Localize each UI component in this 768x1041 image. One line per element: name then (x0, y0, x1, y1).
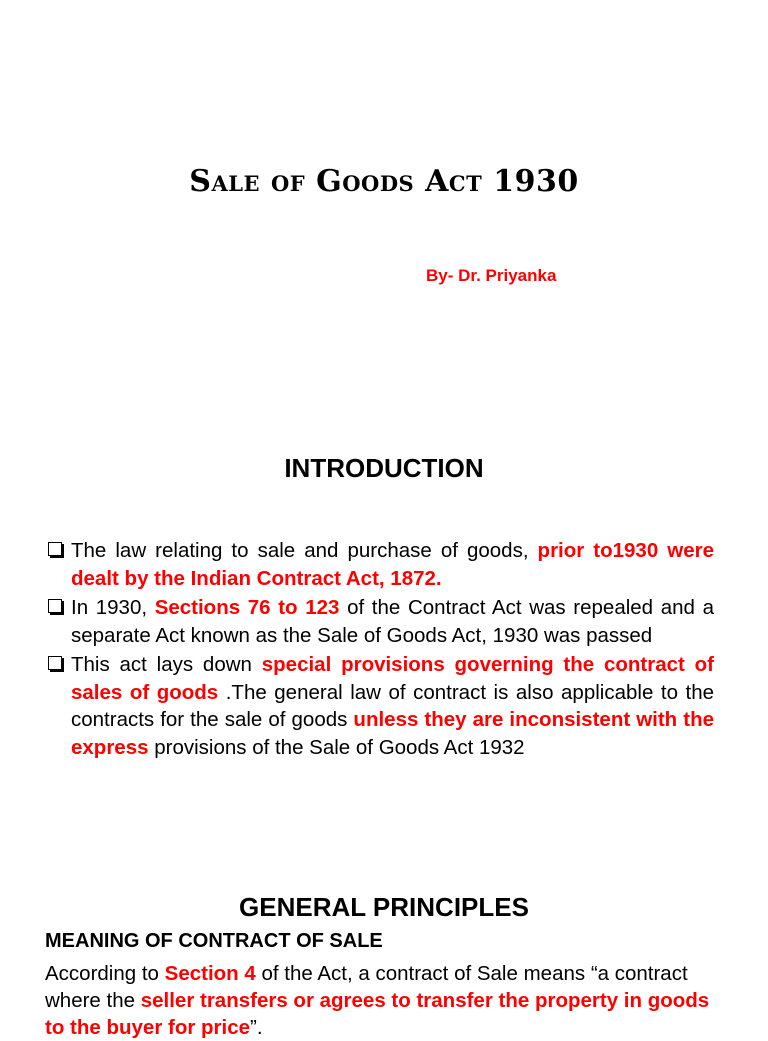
bullet-highlight: unless they are inconsistent with the express (71, 708, 714, 759)
bullet-text: In 1930, (71, 596, 155, 619)
bullet-highlight: Sections 76 to 123 (154, 596, 340, 619)
bullet-item (48, 594, 714, 649)
general-principles-heading: GENERAL PRINCIPLES (239, 892, 529, 922)
bullet-text: of the Contract Act was repealed and a separate Act known as the Sale of Goods Act, 1930 was passed (71, 596, 714, 647)
bullet-text: The law relating to sale and purchase of goods, (71, 539, 538, 562)
bullet-text: provisions of the Sale of Goods Act 1932 (148, 735, 525, 759)
introduction-heading: INTRODUCTION (284, 453, 484, 483)
bullet-highlight: special provisions governing the contract of sales of goods (71, 653, 714, 704)
bullet-highlight: prior to1930 were dealt by the Indian Contract Act, 1872. (71, 539, 714, 590)
author-byline: By- Dr. Priyanka (426, 266, 557, 285)
bullet-item (48, 537, 714, 592)
checkbox-bullet-icon (48, 599, 62, 613)
para-highlight: seller transfers or agrees to transfer the property in goods to the buyer for price (45, 989, 710, 1039)
contract-of-sale-paragraph (45, 960, 727, 1041)
document-title: Sale of Goods Act 1930 (189, 164, 579, 199)
para-text: of the Act, a contract of Sale means “a contract where the (45, 962, 688, 1012)
checkbox-bullet-icon (48, 656, 62, 670)
introduction-bullet-list (48, 537, 714, 763)
para-highlight: Section 4 (164, 962, 256, 985)
bullet-text: .The general law of contract is also applicable to the contracts for the sale of goods (71, 680, 715, 731)
contract-of-sale-subheading: MEANING OF CONTRACT OF SALE (45, 930, 383, 952)
para-text: ”. (250, 1016, 263, 1039)
bullet-item (48, 651, 714, 761)
checkbox-bullet-icon (48, 542, 62, 556)
bullet-text: This act lays down (71, 653, 262, 676)
para-text: According to (45, 962, 165, 985)
